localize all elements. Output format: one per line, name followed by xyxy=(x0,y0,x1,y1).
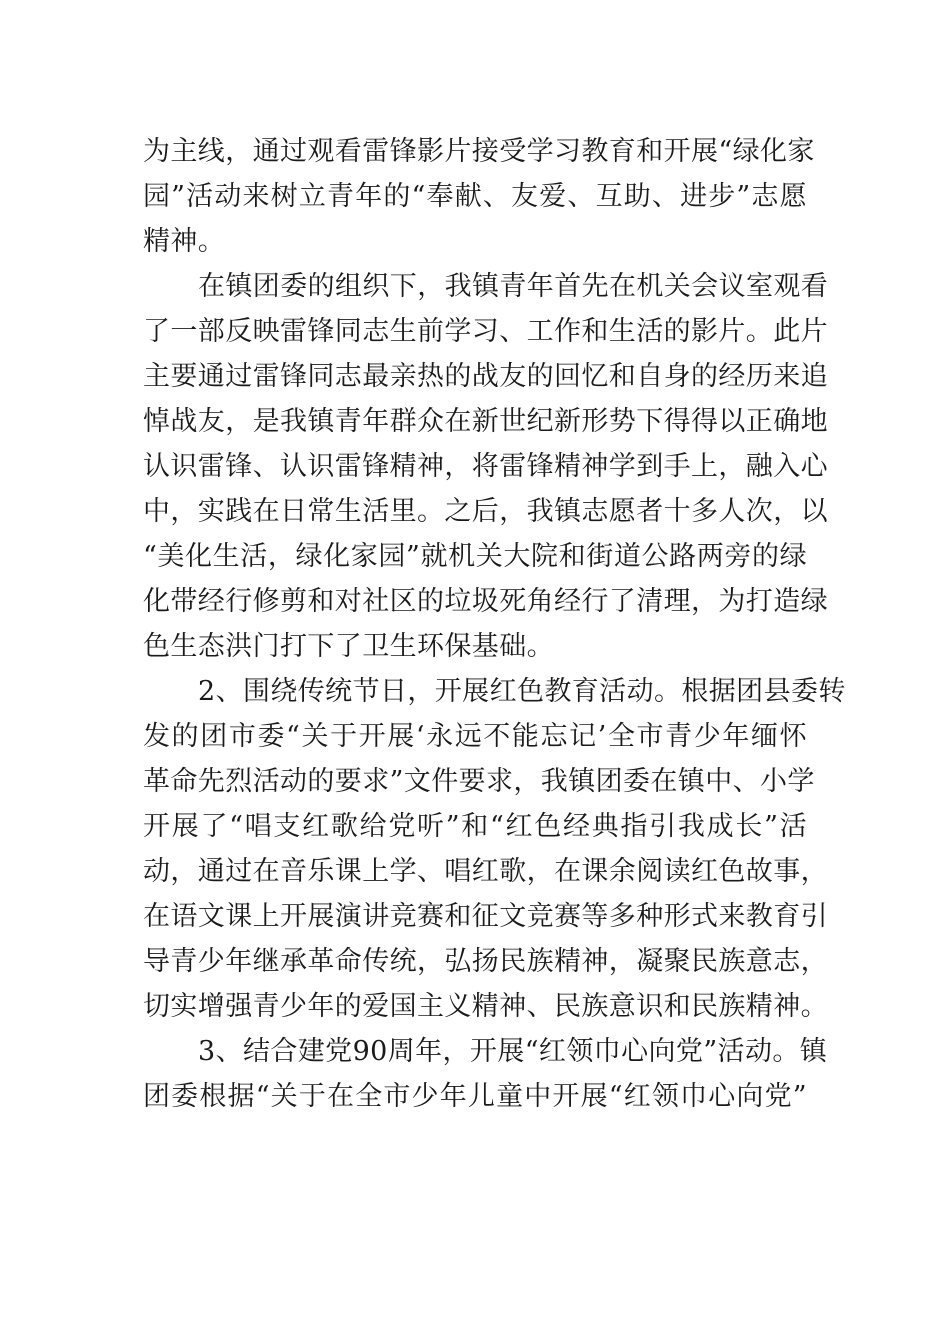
text-line: 切实增强青少年的爱国主义精神、民族意识和民族精神。 xyxy=(143,991,828,1022)
paragraph-3 xyxy=(143,669,846,1029)
text-line: 园”活动来树立青年的“奉献、友爱、互助、进步”志愿 xyxy=(143,181,807,212)
text-line: 团委根据“关于在全市少年儿童中开展“红领巾心向党” xyxy=(143,1081,807,1112)
text-line: 在镇团委的组织下，我镇青年首先在机关会议室观看 xyxy=(198,271,829,302)
text-line: 化带经行修剪和对社区的垃圾死角经行了清理，为打造绿 xyxy=(143,586,828,617)
text-line: 导青少年继承革命传统，弘扬民族精神，凝聚民族意志， xyxy=(143,946,828,977)
text-line: 2、围绕传统节日，开展红色教育活动。根据团县委转 xyxy=(198,676,846,707)
text-line: 发的团市委“关于开展‘永远不能忘记’全市青少年缅怀 xyxy=(143,721,807,752)
text-line: “美化生活，绿化家园”就机关大院和街道公路两旁的绿 xyxy=(143,541,807,572)
text-line: 革命先烈活动的要求”文件要求，我镇团委在镇中、小学 xyxy=(143,766,815,797)
document-body xyxy=(143,129,846,1119)
text-line: 中，实践在日常生活里。之后，我镇志愿者十多人次，以 xyxy=(143,496,828,527)
paragraph-2 xyxy=(143,264,829,669)
text-line: 色生态洪门打下了卫生环保基础。 xyxy=(143,631,554,662)
text-line: 主要通过雷锋同志最亲热的战友的回忆和自身的经历来追 xyxy=(143,361,828,392)
text-line: 为主线，通过观看雷锋影片接受学习教育和开展“绿化家 xyxy=(143,136,815,167)
text-line: 了一部反映雷锋同志生前学习、工作和生活的影片。此片 xyxy=(143,316,828,347)
text-line: 认识雷锋、认识雷锋精神，将雷锋精神学到手上，融入心 xyxy=(143,451,828,482)
text-line: 精神。 xyxy=(143,226,226,257)
text-line: 在语文课上开展演讲竞赛和征文竞赛等多种形式来教育引 xyxy=(143,901,828,932)
paragraph-4 xyxy=(143,1029,828,1119)
text-line: 动，通过在音乐课上学、唱红歌，在课余阅读红色故事， xyxy=(143,856,828,887)
paragraph-1 xyxy=(143,129,815,264)
text-line: 3、结合建党90周年，开展“红领巾心向党”活动。镇 xyxy=(198,1036,828,1067)
text-line: 悼战友，是我镇青年群众在新世纪新形势下得得以正确地 xyxy=(143,406,828,437)
text-line: 开展了“唱支红歌给党听”和“红色经典指引我成长”活 xyxy=(143,811,807,842)
